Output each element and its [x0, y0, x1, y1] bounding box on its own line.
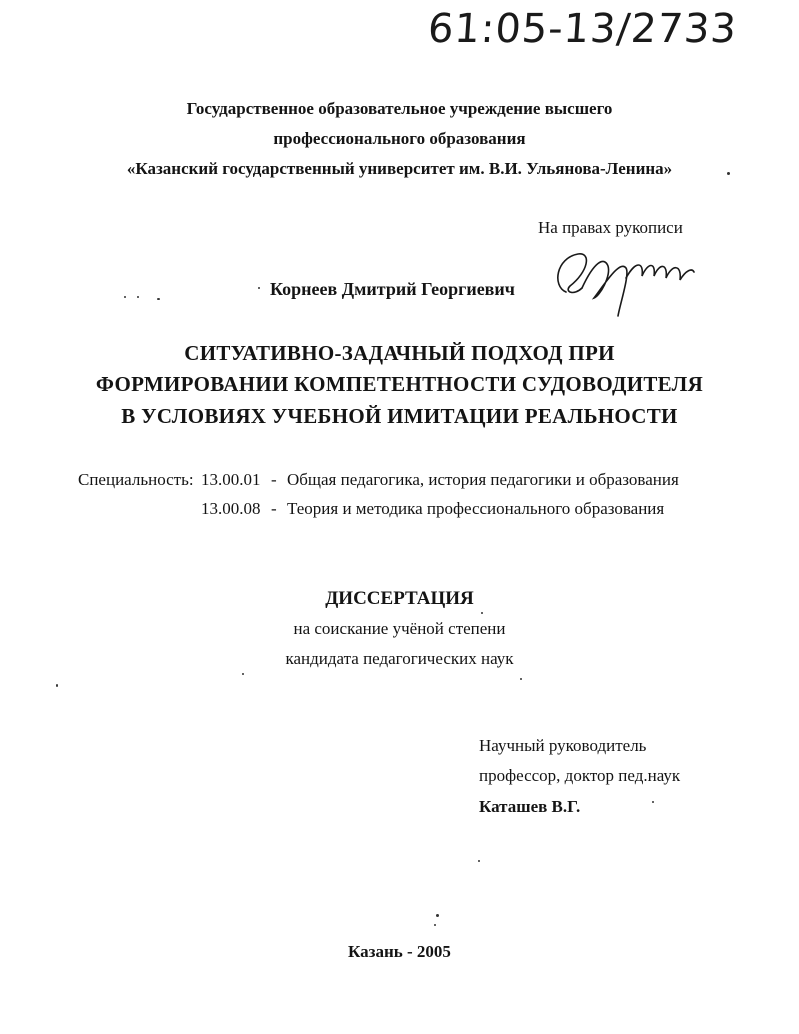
dissertation-heading: ДИССЕРТАЦИЯ — [325, 588, 474, 609]
specialty-code-2: 13.00.08 — [201, 499, 261, 518]
specialty-dash-1: - — [271, 470, 277, 489]
scan-speck — [481, 612, 483, 614]
specialty-name-2: Теория и методика профессионального образования — [287, 499, 665, 518]
specialty-code-1: 13.00.01 — [201, 470, 261, 489]
rights-note: На правах рукописи — [538, 218, 683, 237]
city-year: Казань - 2005 — [348, 942, 451, 961]
scan-speck — [436, 914, 439, 917]
scan-speck — [124, 296, 126, 298]
specialty-name-1: Общая педагогика, история педагогики и образования — [287, 470, 679, 489]
archive-code-handwritten: 61:05-13/2733 — [426, 6, 739, 52]
institution-line-3: «Казанский государственный университет им. В.И. Ульянова-Ленина» — [126, 159, 673, 178]
title-line-1: СИТУАТИВНО-ЗАДАЧНЫЙ ПОДХОД ПРИ — [184, 341, 615, 365]
specialty-dash-2: - — [271, 499, 277, 518]
supervisor-title: профессор, доктор пед.наук — [479, 766, 681, 785]
scan-speck — [652, 801, 654, 803]
scan-speck — [258, 287, 260, 289]
degree-line-1: на соискание учёной степени — [293, 619, 506, 638]
degree-line-2: кандидата педагогических наук — [285, 649, 514, 668]
scan-speck — [157, 298, 160, 300]
scan-speck — [727, 172, 730, 175]
institution-line-1: Государственное образовательное учреждение высшего — [186, 99, 613, 118]
scan-speck — [434, 924, 436, 926]
title-line-2: ФОРМИРОВАНИИ КОМПЕТЕНТНОСТИ СУДОВОДИТЕЛЯ — [95, 372, 704, 396]
author-name: Корнеев Дмитрий Георгиевич — [270, 279, 515, 299]
supervisor-name: Каташев В.Г. — [479, 797, 581, 816]
scan-speck — [137, 296, 139, 298]
scan-speck — [478, 860, 480, 862]
institution-line-2: профессионального образования — [273, 129, 526, 148]
scan-speck — [520, 678, 522, 680]
title-line-3: В УСЛОВИЯХ УЧЕБНОЙ ИМИТАЦИИ РЕАЛЬНОСТИ — [121, 404, 678, 428]
supervisor-label: Научный руководитель — [479, 736, 647, 755]
specialty-label: Специальность: — [78, 470, 194, 489]
scan-speck — [242, 673, 244, 675]
signature — [548, 242, 698, 320]
scan-speck — [56, 684, 58, 687]
